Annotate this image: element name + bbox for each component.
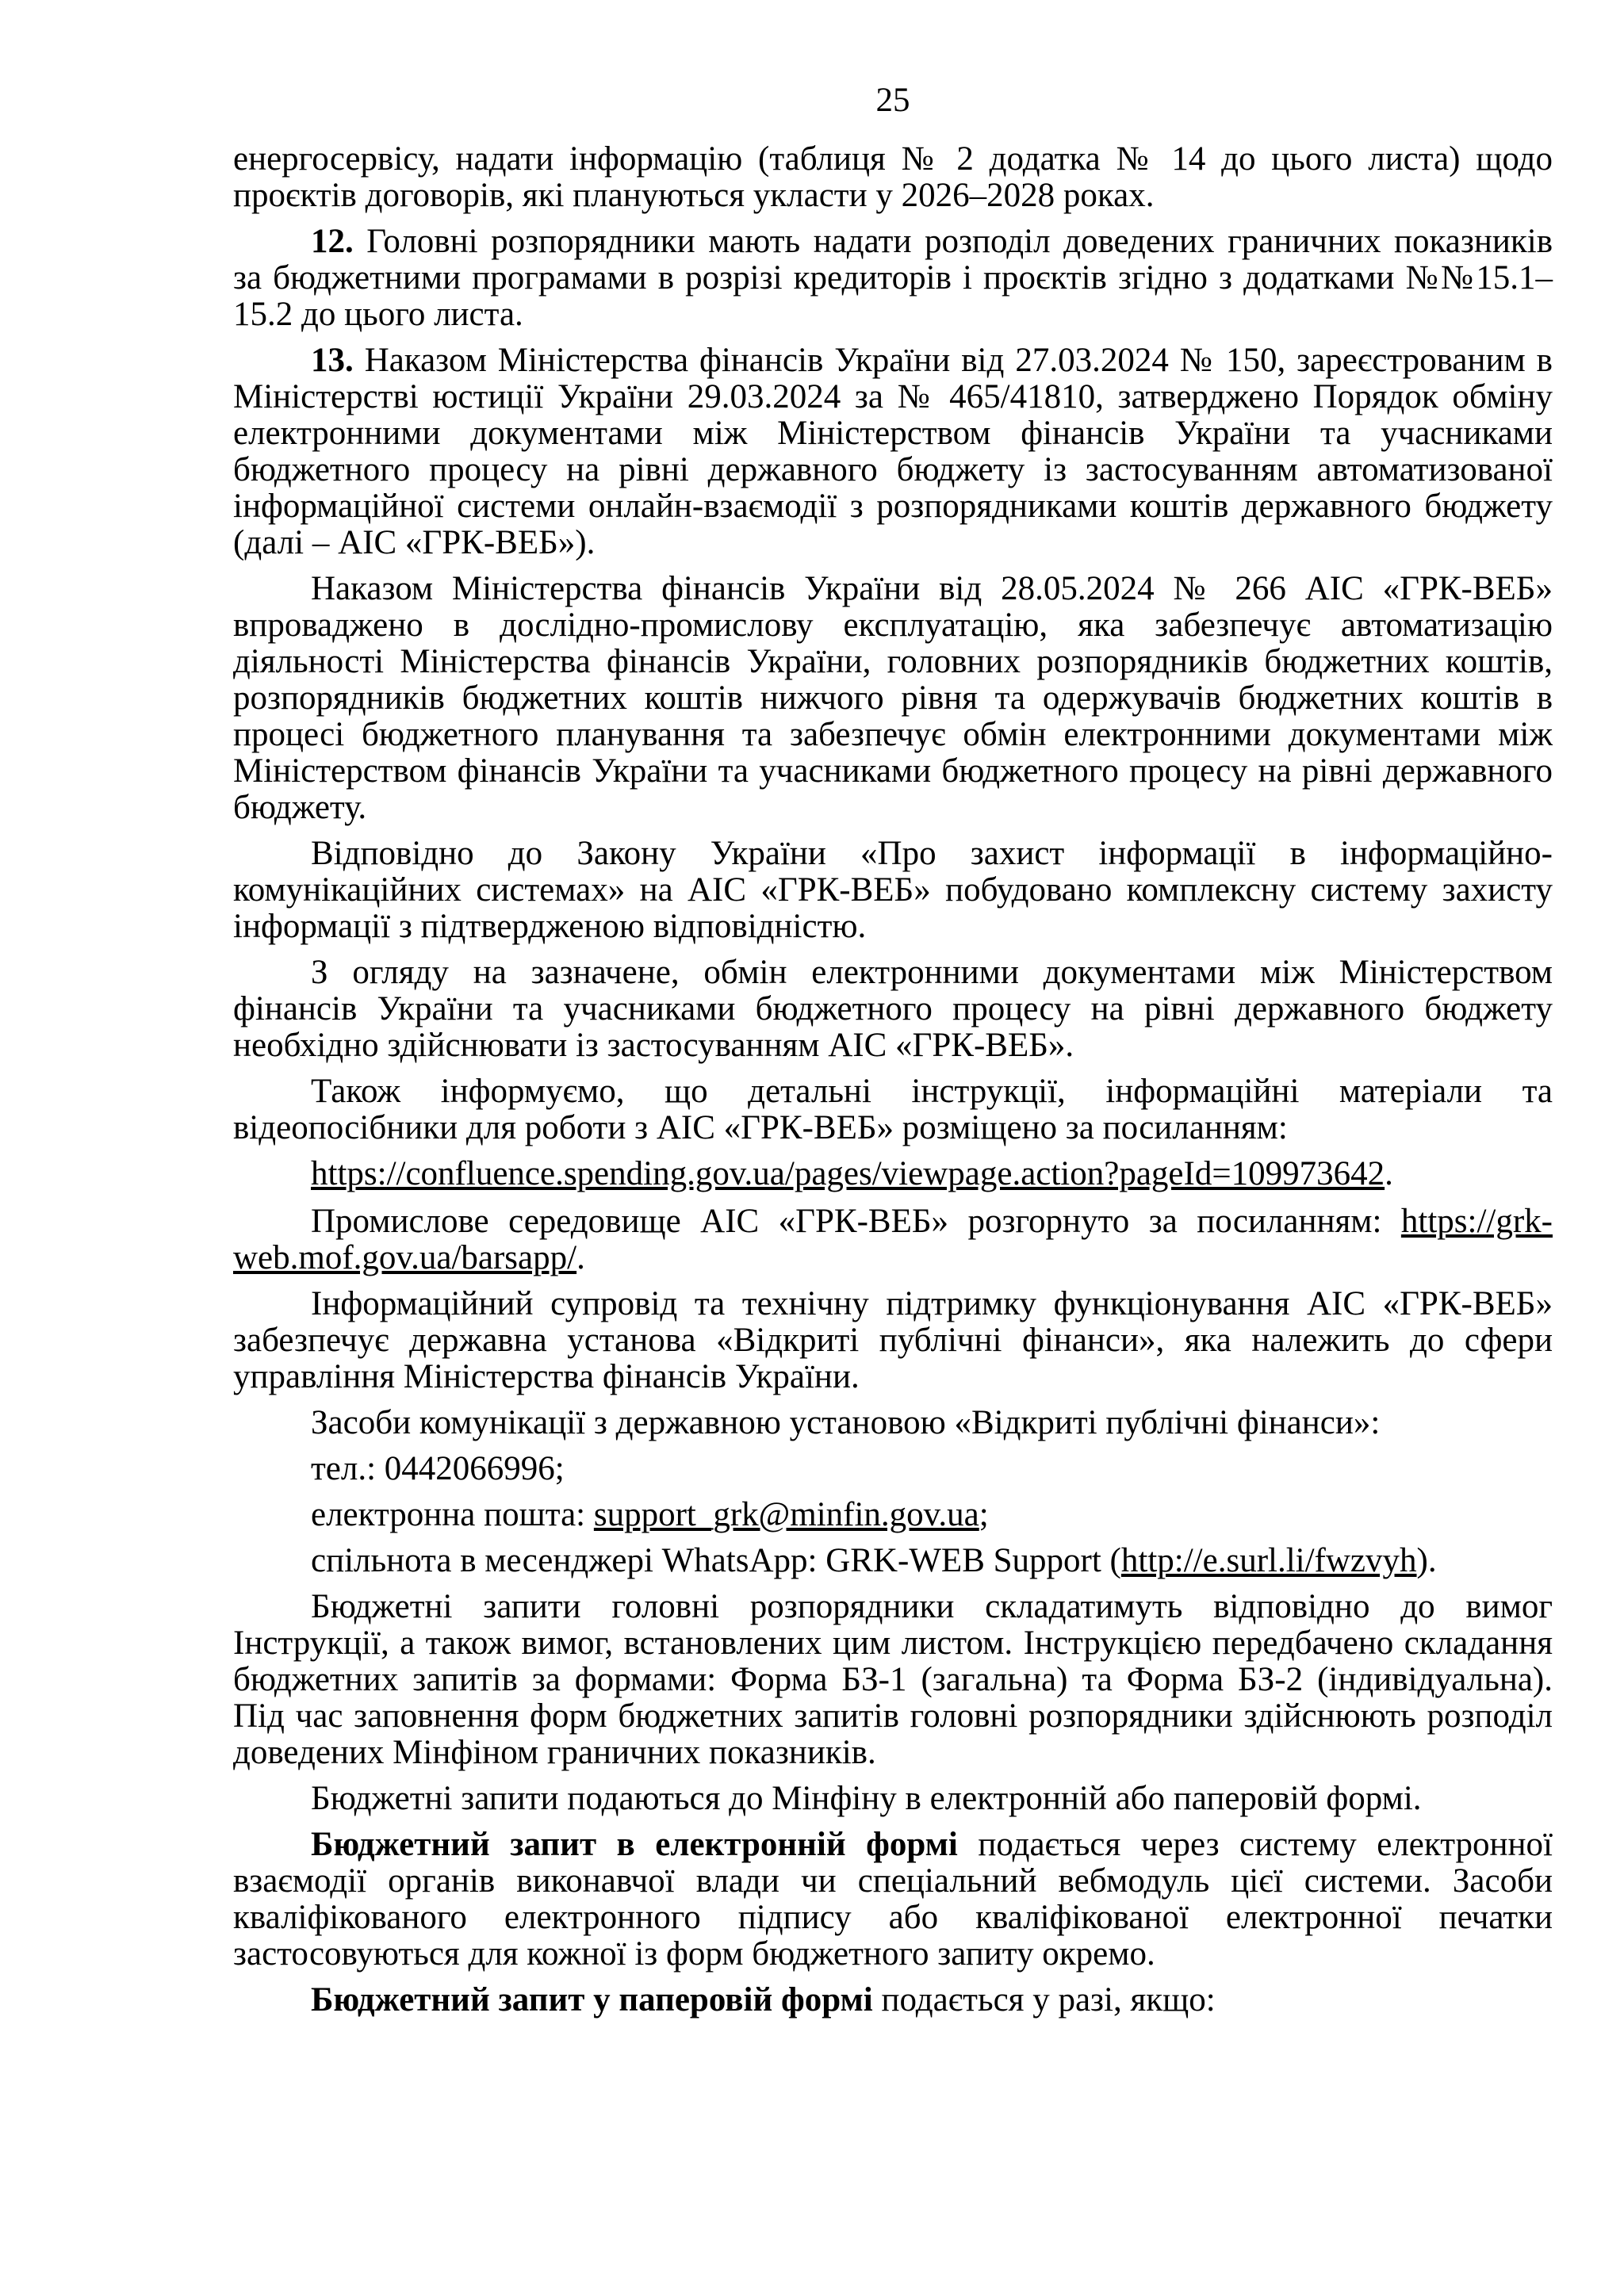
paragraph-instructions [233,1073,1553,1146]
link-suffix: . [1385,1155,1393,1192]
confluence-link[interactable]: https://confluence.spending.gov.ua/pages/viewpage.action?pageId=109973642 [311,1155,1385,1192]
paragraph-text: подається у разі, якщо: [872,1981,1216,2019]
whatsapp-link[interactable]: http://e.surl.li/fwzvyh [1120,1542,1417,1579]
paragraph-paper-form [233,1982,1553,2019]
paragraph-text: Також інформуємо, що детальні інструкції, інформаційні матеріали та відеопосібники для роботи з АІС «ГРК-ВЕБ» розміщено за посиланням: [233,1073,1553,1146]
grk-web-link[interactable]: https://grk-web.mof.gov.ua/barsapp/ [233,1203,1553,1276]
paragraph-text: Промислове середовище АІС «ГРК-ВЕБ» розгорнуто за посиланням: [311,1203,1401,1240]
paragraph-prod-environment [233,1203,1553,1276]
paragraph-13 [233,342,1553,561]
paragraph-text: Інформаційний супровід та технічну підтримку функціонування АІС «ГРК-ВЕБ» забезпечує державна установа «Відкриті публічні фінанси», яка належить до сфери управління Міністерства фінансів України. [233,1285,1553,1395]
paragraph-text: Наказом Міністерства фінансів України від 28.05.2024 № 266 АІС «ГРК-ВЕБ» впроваджено в дослідно-промислову експлуатацію, яка забезпечує автоматизацію діяльності Міністерства фінансів України, головних розпорядників бюджетних коштів, розпорядників бюджетних коштів нижчого рівня та одержувачів бюджетних коштів в процесі бюджетного планування та забезпечує обмін електронними документами між Міністерством фінансів України та учасниками бюджетного процесу на рівні державного бюджету. [233,570,1553,826]
paragraph-whatsapp [233,1543,1553,1579]
paragraph-confluence-link [233,1156,1553,1192]
paragraph-text: Бюджетні запити головні розпорядники складатимуть відповідно до вимог Інструкції, а також вимог, встановлених цим листом. Інструкцією передбачено складання бюджетних запитів за формами: Форма БЗ-1 (загальна) та Форма БЗ-2 (індивідуальна). Під час заповнення форм бюджетних запитів головні розпорядники здійснюють розподіл доведених Мінфіном граничних показників. [233,1588,1553,1771]
paragraph-phone [233,1451,1553,1487]
email-link[interactable]: support_grk@minfin.gov.ua [593,1496,979,1533]
paragraph-text: подається через систему електронної взаємодії органів виконавчої влади чи спеціальний вебмодуль цієї системи. Засоби кваліфікованого електронного підпису або кваліфікованої електронної печатки застосовуються для кожної із форм бюджетного запиту окремо. [233,1826,1553,1973]
paragraph-budget-requests [233,1589,1553,1771]
email-label: електронна пошта: [311,1496,594,1533]
paragraph-text: Головні розпорядники мають надати розподіл доведених граничних показників за бюджетними програмами в розрізі кредиторів і проєктів згідно з додатками №№15.1–15.2 до цього листа. [233,223,1553,333]
paragraph-submission-form [233,1781,1553,1817]
paragraph-communication [233,1405,1553,1441]
paragraph-text: Бюджетні запити подаються до Мінфіну в електронній або паперовій формі. [311,1780,1422,1817]
email-suffix: ; [979,1496,989,1533]
paragraph-text: Відповідно до Закону України «Про захист інформації в інформаційно-комунікаційних системах» на АІС «ГРК-ВЕБ» побудовано комплексну систему захисту інформації з підтвердженою відповідністю. [233,835,1553,945]
paragraph-order-266 [233,571,1553,826]
whatsapp-suffix: ). [1416,1542,1437,1579]
paragraph-text: З огляду на зазначене, обмін електронними документами між Міністерством фінансів України та учасниками бюджетного процесу на рівні державного бюджету необхідно здійснювати із застосуванням АІС «ГРК-ВЕБ». [233,954,1553,1064]
paragraph-support [233,1286,1553,1395]
paragraph-exchange [233,955,1553,1064]
paragraph-text: енергосервісу, надати інформацію (таблиця № 2 додатка № 14 до цього листа) щодо проєктів договорів, які плануються укласти у 2026–2028 роках. [233,140,1553,214]
bold-heading: Бюджетний запит в електронній формі [311,1826,958,1863]
paragraph-number: 12. [311,223,354,260]
link-suffix: . [576,1239,585,1276]
page-number-text: 25 [875,82,910,119]
bold-heading: Бюджетний запит у паперовій формі [311,1981,873,2019]
paragraph-energy-service [233,141,1553,214]
paragraph-12 [233,224,1553,333]
paragraph-email [233,1497,1553,1533]
paragraph-text: Засоби комунікації з державною установою «Відкриті публічні фінанси»: [311,1404,1381,1441]
whatsapp-label: спільнота в месенджері WhatsApp: GRK-WEB Support ( [311,1542,1121,1579]
phone-text: тел.: 0442066996; [311,1450,565,1487]
paragraph-number: 13. [311,342,354,379]
page-number [233,82,1553,119]
paragraph-electronic-form [233,1827,1553,1973]
paragraph-law-protection [233,836,1553,945]
paragraph-text: Наказом Міністерства фінансів України від 27.03.2024 № 150, зареєстрованим в Міністерстві юстиції України 29.03.2024 за № 465/41810, затверджено Порядок обміну електронними документами між Міністерством фінансів України та учасниками бюджетного процесу на рівні державного бюджету із застосуванням автоматизованої інформаційної системи онлайн-взаємодії з розпорядниками коштів державного бюджету (далі – АІС «ГРК-ВЕБ»). [233,342,1553,561]
